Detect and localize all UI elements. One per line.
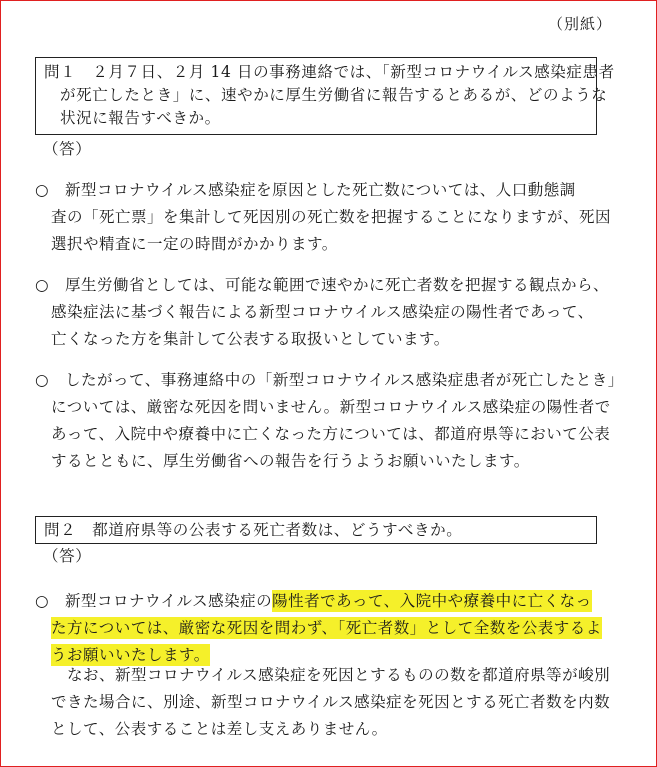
paragraph-line: として、公表することは差し支えありません。: [51, 720, 388, 738]
answer-2-label: （答）: [43, 547, 92, 565]
paragraph-line: [35, 588, 625, 615]
question-1-line: が死亡したとき」に、速やかに厚生労働省に報告するとあるが、どのような: [60, 86, 608, 104]
paragraph-line: 感染症法に基づく報告による新型コロナウイルス感染症の陽性者であって、: [51, 303, 594, 321]
paragraph-line: ○ 新型コロナウイルス感染症を原因とした死亡数については、人口動態調: [35, 181, 576, 199]
answer-1-paragraph-3: [35, 367, 625, 475]
highlighted-text: た方については、厳密な死因を問わず、「死亡者数」として全数を公表するよ: [51, 619, 602, 637]
paragraph-line: ○ 厚生労働省としては、可能な範囲で速やかに死亡者数を把握する観点から、: [35, 276, 610, 294]
paragraph-line: できた場合に、別途、新型コロナウイルス感染症を死因とする死亡者数を内数: [51, 693, 611, 711]
paragraph-line: 亡くなった方を集計して公表する取扱いとしています。: [51, 330, 450, 348]
answer-1-paragraph-1: [35, 177, 625, 258]
highlighted-text: 陽性者であって、入院中や療養中に亡くなっ: [272, 592, 592, 610]
paragraph-line: するとともに、厚生労働省への報告を行うようお願いいたします。: [51, 452, 530, 470]
answer-1-paragraph-2: [35, 272, 625, 353]
paragraph-line: 選択や精査に一定の時間がかかります。: [51, 235, 338, 253]
highlighted-text: うお願いいたします。: [51, 646, 210, 664]
paragraph-line: ○ したがって、事務連絡中の「新型コロナウイルス感染症患者が死亡したとき」: [35, 371, 624, 389]
answer-2-paragraph-1: [35, 588, 625, 669]
question-2-text: 問２ 都道府県等の公表する死亡者数は、どうすべきか。: [44, 521, 463, 539]
question-1-box: [35, 57, 615, 135]
paragraph-line: については、厳密な死因を問いません。新型コロナウイルス感染症の陽性者で: [51, 398, 611, 416]
plain-text: ○ 新型コロナウイルス感染症の: [35, 592, 273, 610]
answer-2-paragraph-2: [35, 662, 625, 743]
paragraph-line: あって、入院中や療養中に亡くなった方については、都道府県等において公表: [51, 425, 611, 443]
paragraph-line: 査の「死亡票」を集計して死因別の死亡数を把握することになりますが、死因: [51, 208, 612, 226]
question-1-line: 問１ ２月７日、２月 14 日の事務連絡では、「新型コロナウイルス感染症患者: [44, 63, 615, 81]
question-1-line: 状況に報告すべきか。: [60, 109, 221, 127]
attachment-label: （別紙）: [547, 15, 612, 33]
answer-1-label: （答）: [43, 140, 92, 158]
question-2-box: [35, 516, 597, 544]
paragraph-line: なお、新型コロナウイルス感染症を死因とするものの数を都道府県等が峻別: [67, 666, 611, 684]
paragraph-line: [35, 615, 625, 642]
